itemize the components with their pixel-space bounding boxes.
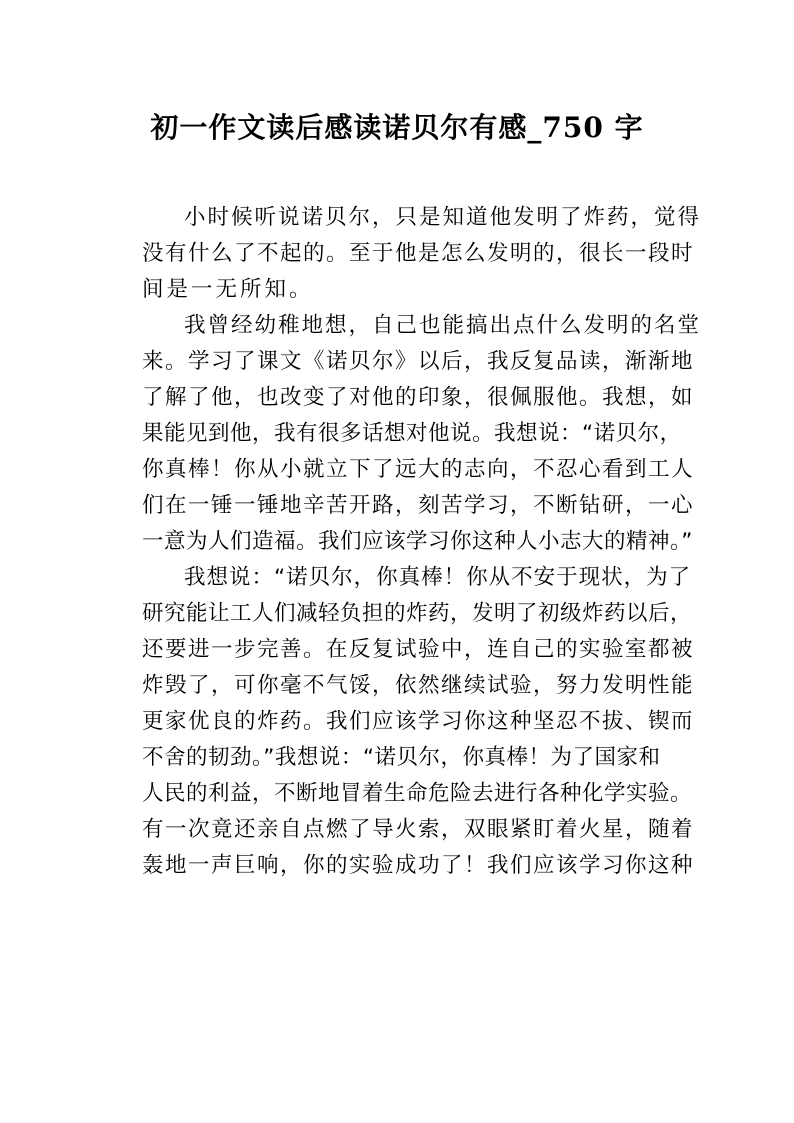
text-line: 来。学习了课文《诺贝尔》以后，我反复品读，渐渐地: [142, 349, 695, 374]
text-line: 了解了他，也改变了对他的印象，很佩服他。我想，如: [142, 385, 695, 410]
text-line: 我曾经幼稚地想，自己也能搞出点什么发明的名堂: [184, 313, 702, 338]
text-line: 间是一无所知。: [142, 277, 314, 302]
text-line: 不舍的韧劲。”我想说：“诺贝尔，你真棒！为了国家和: [142, 745, 661, 770]
text-line: 我想说：“诺贝尔，你真棒！你从不安于现状，为了: [184, 565, 692, 590]
text-line: 有一次竟还亲自点燃了导火索，双眼紧盯着火星，随着: [142, 817, 695, 842]
text-line: 果能见到他，我有很多话想对他说。我想说：“诺贝尔，: [142, 421, 682, 446]
document-body: [142, 200, 702, 884]
document-title: 初一作文读后感读诺贝尔有感_750 字: [150, 111, 644, 144]
text-line: 一意为人们造福。我们应该学习你这种人小志大的精神。”: [142, 529, 693, 554]
text-line: 研究能让工人们减轻负担的炸药，发明了初级炸药以后，: [142, 601, 693, 626]
text-line: 你真棒！你从小就立下了远大的志向，不忍心看到工人: [142, 457, 695, 482]
text-line: 没有什么了不起的。至于他是怎么发明的，很长一段时: [142, 241, 695, 266]
text-line: 更家优良的炸药。我们应该学习你这种坚忍不拔、锲而: [142, 709, 695, 734]
text-line: 小时候听说诺贝尔，只是知道他发明了炸药，觉得: [184, 205, 702, 230]
text-line: 还要进一步完善。在反复试验中，连自己的实验室都被: [142, 637, 695, 662]
text-line: 轰地一声巨响，你的实验成功了！我们应该学习你这种: [142, 853, 695, 878]
text-line: 们在一锤一锤地辛苦开路，刻苦学习，不断钻研，一心: [142, 493, 695, 518]
text-line: 炸毁了，可你毫不气馁，依然继续试验，努力发明性能: [142, 673, 695, 698]
text-line: 人民的利益，不断地冒着生命危险去进行各种化学实验。: [142, 781, 693, 806]
